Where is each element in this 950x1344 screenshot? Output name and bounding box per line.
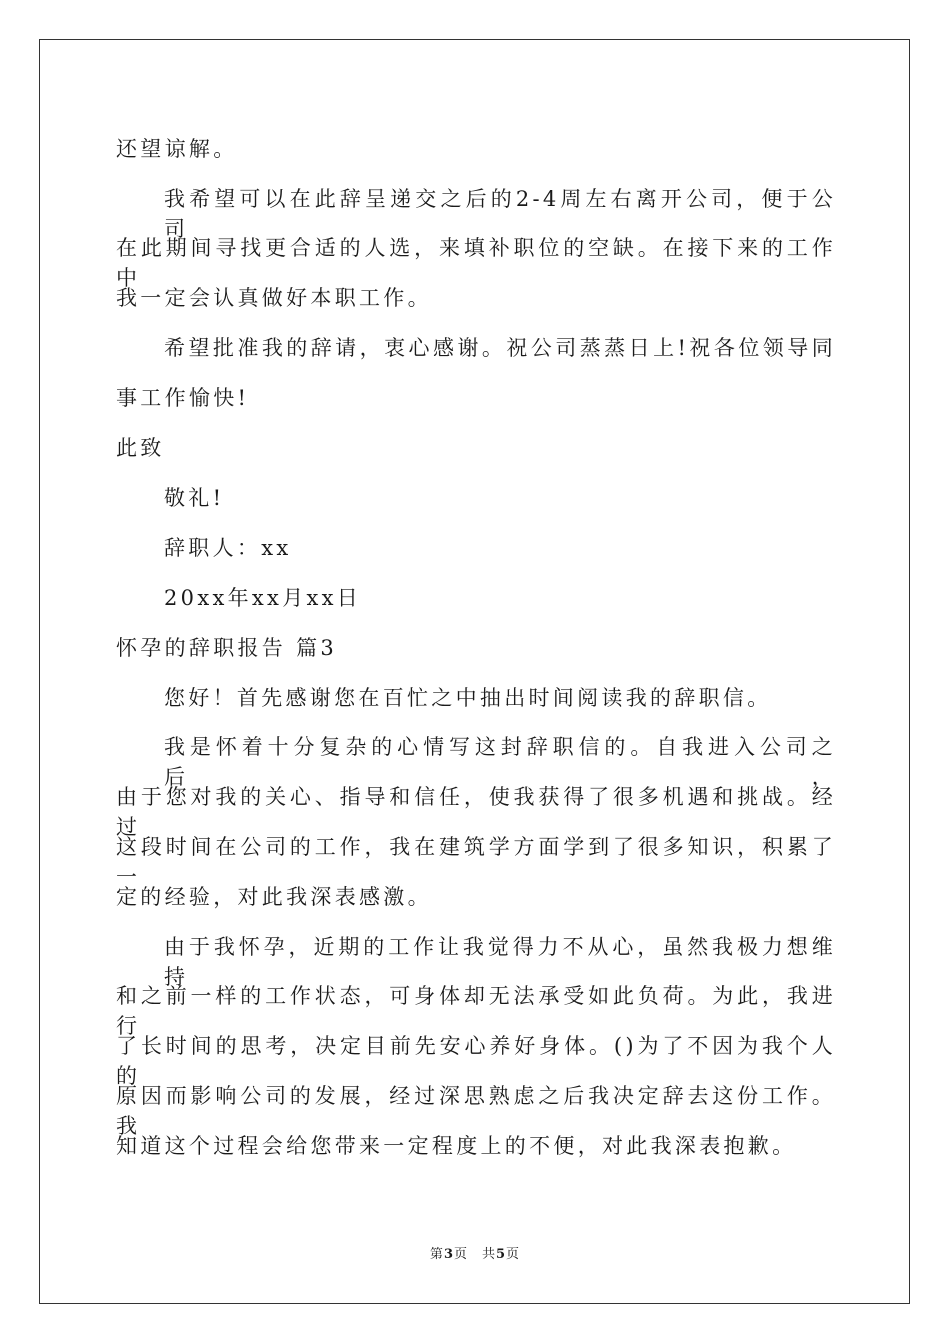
text-line: 希望批准我的辞请，衷心感谢。祝公司蒸蒸日上!祝各位领导同	[164, 336, 836, 360]
text-line: 事工作愉快!	[116, 386, 250, 410]
page-number: 3	[443, 1247, 454, 1262]
text-line: 还望谅解。	[116, 137, 238, 161]
text-line: 这段时间在公司的工作，我在建筑学方面学到了很多知识，积累了一	[116, 835, 836, 889]
text-line: 在此期间寻找更合适的人选，来填补职位的空缺。在接下来的工作中	[116, 236, 836, 290]
text-line: 由于我怀孕，近期的工作让我觉得力不从心，虽然我极力想维持	[164, 935, 836, 989]
closing-phrase: 此致	[116, 436, 165, 460]
page-footer	[0, 1246, 950, 1264]
footer-mid: 页 共	[453, 1247, 496, 1262]
section-heading: 怀孕的辞职报告 篇3	[116, 636, 338, 660]
footer-prefix: 第	[429, 1247, 444, 1262]
signature-name: 辞职人：xx	[164, 536, 292, 560]
text-line: 原因而影响公司的发展，经过深思熟虑之后我决定辞去这份工作。我	[116, 1084, 836, 1138]
text-line: 您好！首先感谢您在百忙之中抽出时间阅读我的辞职信。	[164, 686, 772, 710]
signature-date: 20xx年xx月xx日	[164, 586, 362, 610]
text-line: 由于您对我的关心、指导和信任，使我获得了很多机遇和挑战。经过	[116, 785, 836, 839]
text-line: 我是怀着十分复杂的心情写这封辞职信的。自我进入公司之后，	[164, 735, 836, 789]
text-line: 我一定会认真做好本职工作。	[116, 286, 432, 310]
text-line: 和之前一样的工作状态，可身体却无法承受如此负荷。为此，我进行	[116, 984, 836, 1038]
text-line: 定的经验，对此我深表感激。	[116, 885, 432, 909]
text-line: 我希望可以在此辞呈递交之后的2-4周左右离开公司，便于公司	[164, 187, 836, 241]
text-line: 了长时间的思考，决定目前先安心养好身体。()为了不因为我个人的	[116, 1034, 836, 1088]
page-total: 5	[496, 1247, 507, 1262]
footer-suffix: 页	[506, 1247, 521, 1262]
text-line: 知道这个过程会给您带来一定程度上的不便，对此我深表抱歉。	[116, 1134, 797, 1158]
salutation: 敬礼!	[164, 486, 225, 510]
